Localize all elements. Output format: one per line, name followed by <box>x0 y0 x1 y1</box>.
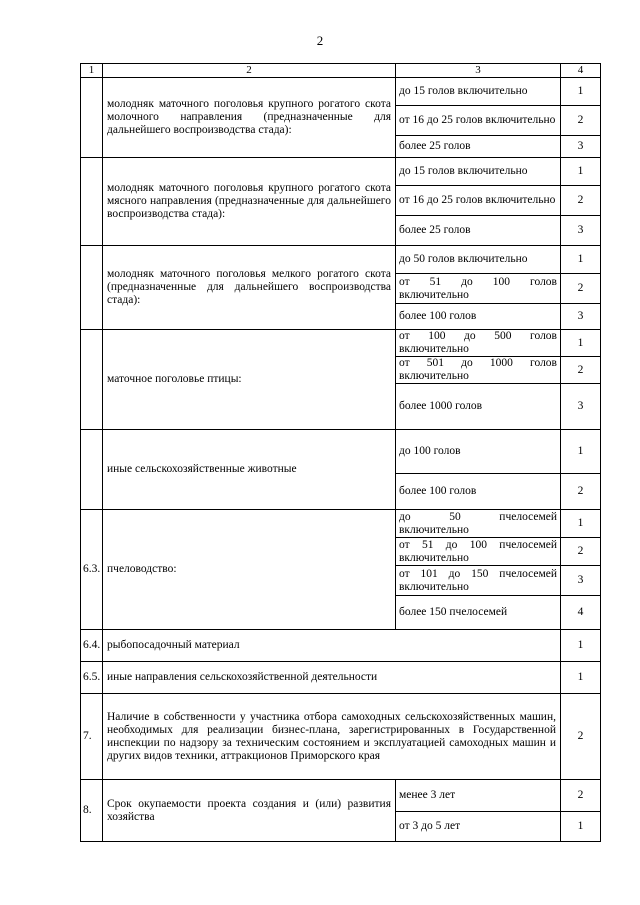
table-row <box>81 630 601 662</box>
criterion-label: молодняк маточного поголовья мелкого рогатого скота (предназначенные для дальнейшего воспроизводства стада): <box>103 246 396 330</box>
header-cell: 3 <box>396 64 561 78</box>
score-cell: 3 <box>561 304 601 330</box>
condition-cell: от 16 до 25 голов включительно <box>396 186 561 216</box>
score-cell: 2 <box>561 186 601 216</box>
condition-cell: от 101 до 150 пчелосемей включительно <box>396 566 561 596</box>
condition-cell: до 15 голов включительно <box>396 78 561 106</box>
score-cell: 1 <box>561 430 601 474</box>
table-row <box>81 662 601 694</box>
condition-cell: от 16 до 25 голов включительно <box>396 106 561 136</box>
score-cell: 2 <box>561 274 601 304</box>
row-number: 6.5. <box>81 662 103 694</box>
criterion-label: рыбопосадочный материал <box>103 630 561 662</box>
score-cell: 2 <box>561 106 601 136</box>
header-cell: 4 <box>561 64 601 78</box>
table-row <box>81 694 601 780</box>
row-number <box>81 158 103 246</box>
criterion-label: молодняк маточного поголовья крупного рогатого скота молочного направления (предназначенные для дальнейшего воспроизводства стада): <box>103 78 396 158</box>
row-number: 7. <box>81 694 103 780</box>
score-cell: 3 <box>561 566 601 596</box>
table-row <box>81 510 601 538</box>
table-row <box>81 246 601 274</box>
condition-cell: до 50 голов включительно <box>396 246 561 274</box>
condition-cell: менее 3 лет <box>396 780 561 812</box>
condition-cell: более 100 голов <box>396 304 561 330</box>
table-header-row <box>81 64 601 78</box>
criterion-label: иные направления сельскохозяйственной деятельности <box>103 662 561 694</box>
table-row <box>81 330 601 357</box>
score-cell: 2 <box>561 474 601 510</box>
row-number <box>81 330 103 430</box>
condition-cell: от 100 до 500 голов включительно <box>396 330 561 357</box>
score-cell: 1 <box>561 158 601 186</box>
condition-cell: более 25 голов <box>396 136 561 158</box>
row-number <box>81 246 103 330</box>
criterion-label: Наличие в собственности у участника отбора самоходных сельскохозяйственных машин, необходимых для реализации бизнес-плана, зарегистрированных в Государственной инспекции по надзору за техническим состоянием и эксплуатацией самоходных машин и других видов техники, аттракционов Приморского края <box>103 694 561 780</box>
row-number <box>81 430 103 510</box>
table-row <box>81 78 601 106</box>
score-cell: 2 <box>561 538 601 566</box>
score-cell: 1 <box>561 662 601 694</box>
condition-cell: от 501 до 1000 голов включительно <box>396 357 561 384</box>
criterion-label: маточное поголовье птицы: <box>103 330 396 430</box>
criterion-label: пчеловодство: <box>103 510 396 630</box>
condition-cell: до 15 голов включительно <box>396 158 561 186</box>
condition-cell: до 100 голов <box>396 430 561 474</box>
condition-cell: от 51 до 100 пчелосемей включительно <box>396 538 561 566</box>
condition-cell: более 150 пчелосемей <box>396 596 561 630</box>
condition-cell: от 3 до 5 лет <box>396 812 561 842</box>
score-cell: 1 <box>561 78 601 106</box>
score-cell: 2 <box>561 780 601 812</box>
criterion-label: молодняк маточного поголовья крупного рогатого скота мясного направления (предназначенные для дальнейшего воспроизводства стада): <box>103 158 396 246</box>
row-number: 6.4. <box>81 630 103 662</box>
header-cell: 1 <box>81 64 103 78</box>
score-cell: 1 <box>561 330 601 357</box>
criterion-label: иные сельскохозяйственные животные <box>103 430 396 510</box>
score-cell: 1 <box>561 510 601 538</box>
condition-cell: более 25 голов <box>396 216 561 246</box>
criterion-label: Срок окупаемости проекта создания и (или) развития хозяйства <box>103 780 396 842</box>
condition-cell: от 51 до 100 голов включительно <box>396 274 561 304</box>
score-cell: 1 <box>561 630 601 662</box>
table-row <box>81 430 601 474</box>
condition-cell: более 1000 голов <box>396 384 561 430</box>
row-number: 8. <box>81 780 103 842</box>
table-row <box>81 780 601 812</box>
table-row <box>81 158 601 186</box>
page-number: 2 <box>316 33 324 48</box>
score-cell: 3 <box>561 216 601 246</box>
score-cell: 3 <box>561 136 601 158</box>
row-number: 6.3. <box>81 510 103 630</box>
criteria-table <box>80 63 601 842</box>
score-cell: 4 <box>561 596 601 630</box>
score-cell: 2 <box>561 694 601 780</box>
header-cell: 2 <box>103 64 396 78</box>
score-cell: 1 <box>561 246 601 274</box>
score-cell: 2 <box>561 357 601 384</box>
condition-cell: до 50 пчелосемей включительно <box>396 510 561 538</box>
score-cell: 1 <box>561 812 601 842</box>
condition-cell: более 100 голов <box>396 474 561 510</box>
score-cell: 3 <box>561 384 601 430</box>
row-number <box>81 78 103 158</box>
